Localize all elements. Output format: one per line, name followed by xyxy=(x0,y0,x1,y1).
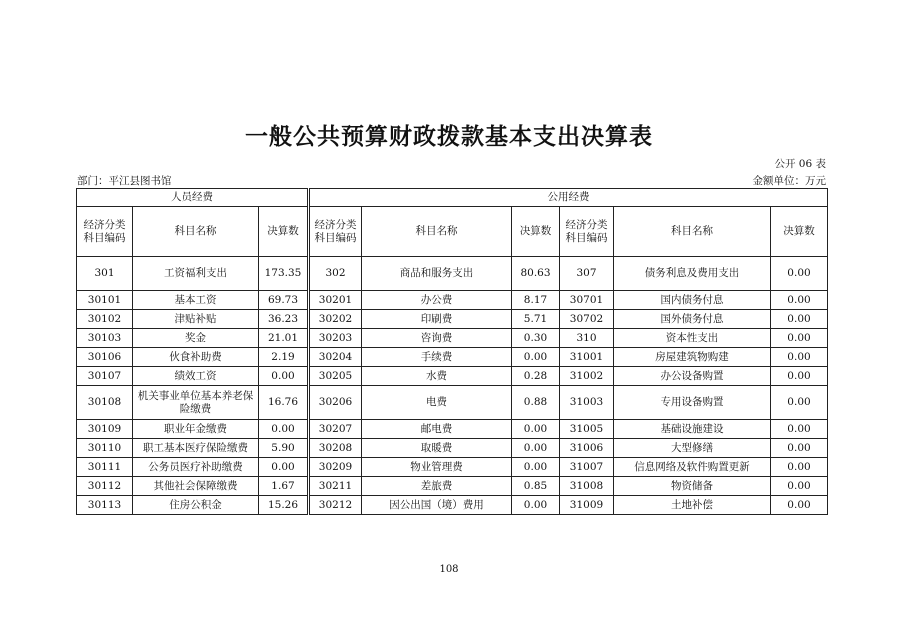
table-cell: 资本性支出 xyxy=(614,329,771,348)
table-cell: 30106 xyxy=(77,348,133,367)
table-cell: 基本工资 xyxy=(133,291,259,310)
table-cell: 公务员医疗补助缴费 xyxy=(133,458,259,477)
table-cell: 31008 xyxy=(560,477,614,496)
table-cell: 0.00 xyxy=(512,458,560,477)
group-header-personnel: 人员经费 xyxy=(77,189,309,207)
table-cell: 2.19 xyxy=(259,348,309,367)
table-cell: 0.00 xyxy=(512,348,560,367)
table-cell: 0.00 xyxy=(771,329,828,348)
table-cell: 0.00 xyxy=(771,367,828,386)
page-title: 一般公共预算财政拨款基本支出决算表 xyxy=(245,124,653,150)
table-row xyxy=(77,496,828,515)
column-header-name: 科目名称 xyxy=(362,207,512,257)
table-cell: 手续费 xyxy=(362,348,512,367)
table-cell: 办公设备购置 xyxy=(614,367,771,386)
table-cell: 津贴补贴 xyxy=(133,310,259,329)
table-cell: 0.00 xyxy=(512,420,560,439)
table-cell: 310 xyxy=(560,329,614,348)
table-cell: 30113 xyxy=(77,496,133,515)
table-cell: 30109 xyxy=(77,420,133,439)
table-cell: 21.01 xyxy=(259,329,309,348)
table-cell: 30202 xyxy=(309,310,362,329)
table-cell: 职业年金缴费 xyxy=(133,420,259,439)
unit-label: 金额单位：万元 xyxy=(752,175,826,187)
column-header-amount: 决算数 xyxy=(771,207,828,257)
table-cell: 173.35 xyxy=(259,257,309,291)
table-cell: 30702 xyxy=(560,310,614,329)
column-header-name: 科目名称 xyxy=(133,207,259,257)
table-cell: 36.23 xyxy=(259,310,309,329)
table-cell: 基础设施建设 xyxy=(614,420,771,439)
table-cell: 0.00 xyxy=(771,310,828,329)
table-cell: 住房公积金 xyxy=(133,496,259,515)
table-cell: 31007 xyxy=(560,458,614,477)
table-cell: 0.00 xyxy=(771,458,828,477)
table-cell: 商品和服务支出 xyxy=(362,257,512,291)
table-cell: 5.90 xyxy=(259,439,309,458)
table-cell: 30108 xyxy=(77,386,133,420)
table-cell: 16.76 xyxy=(259,386,309,420)
table-cell: 大型修缮 xyxy=(614,439,771,458)
table-cell: 31002 xyxy=(560,367,614,386)
table-cell: 30212 xyxy=(309,496,362,515)
table-cell: 31006 xyxy=(560,439,614,458)
table-cell: 0.00 xyxy=(259,458,309,477)
table-cell: 物业管理费 xyxy=(362,458,512,477)
table-cell: 土地补偿 xyxy=(614,496,771,515)
table-cell: 0.00 xyxy=(771,496,828,515)
table-cell: 绩效工资 xyxy=(133,367,259,386)
table-row xyxy=(77,310,828,329)
table-cell: 工资福利支出 xyxy=(133,257,259,291)
table-cell: 30107 xyxy=(77,367,133,386)
column-header-code: 经济分类科目编码 xyxy=(77,207,133,257)
table-cell: 0.00 xyxy=(771,386,828,420)
column-header-row xyxy=(77,207,828,257)
table-cell: 物资储备 xyxy=(614,477,771,496)
table-cell: 国内债务付息 xyxy=(614,291,771,310)
table-cell: 30103 xyxy=(77,329,133,348)
table-cell: 30203 xyxy=(309,329,362,348)
department-label: 部门：平江县图书馆 xyxy=(77,175,172,187)
table-row xyxy=(77,291,828,310)
table-cell: 因公出国（境）费用 xyxy=(362,496,512,515)
column-header-amount: 决算数 xyxy=(512,207,560,257)
table-cell: 30102 xyxy=(77,310,133,329)
form-number: 公开 06 表 xyxy=(774,158,826,170)
table-cell: 0.00 xyxy=(771,257,828,291)
table-cell: 301 xyxy=(77,257,133,291)
table-cell: 31001 xyxy=(560,348,614,367)
table-cell: 31009 xyxy=(560,496,614,515)
table-cell: 5.71 xyxy=(512,310,560,329)
table-cell: 0.00 xyxy=(512,439,560,458)
table-cell: 0.00 xyxy=(512,496,560,515)
table-row xyxy=(77,348,828,367)
table-cell: 30101 xyxy=(77,291,133,310)
table-cell: 0.88 xyxy=(512,386,560,420)
table-cell: 302 xyxy=(309,257,362,291)
table-cell: 印刷费 xyxy=(362,310,512,329)
table-cell: 0.00 xyxy=(771,291,828,310)
table-cell: 31003 xyxy=(560,386,614,420)
table-cell: 0.30 xyxy=(512,329,560,348)
table-cell: 80.63 xyxy=(512,257,560,291)
table-cell: 国外债务付息 xyxy=(614,310,771,329)
table-cell: 专用设备购置 xyxy=(614,386,771,420)
table-cell: 0.85 xyxy=(512,477,560,496)
table-cell: 307 xyxy=(560,257,614,291)
table-cell: 取暖费 xyxy=(362,439,512,458)
table-cell: 债务利息及费用支出 xyxy=(614,257,771,291)
table-cell: 0.00 xyxy=(259,367,309,386)
table-cell: 水费 xyxy=(362,367,512,386)
table-cell: 30208 xyxy=(309,439,362,458)
table-cell: 0.28 xyxy=(512,367,560,386)
table-cell: 8.17 xyxy=(512,291,560,310)
group-header-public: 公用经费 xyxy=(309,189,828,207)
table-cell: 30207 xyxy=(309,420,362,439)
table-row xyxy=(77,458,828,477)
expenditure-table xyxy=(76,188,828,515)
table-cell: 邮电费 xyxy=(362,420,512,439)
table-row xyxy=(77,420,828,439)
table-cell: 30205 xyxy=(309,367,362,386)
page-number: 108 xyxy=(439,564,459,575)
table-cell: 信息网络及软件购置更新 xyxy=(614,458,771,477)
column-header-code: 经济分类科目编码 xyxy=(560,207,614,257)
table-cell: 0.00 xyxy=(259,420,309,439)
table-cell: 30209 xyxy=(309,458,362,477)
table-cell: 30204 xyxy=(309,348,362,367)
table-cell: 咨询费 xyxy=(362,329,512,348)
table-cell: 30111 xyxy=(77,458,133,477)
table-cell: 机关事业单位基本养老保险缴费 xyxy=(133,386,259,420)
table-row xyxy=(77,477,828,496)
table-cell: 差旅费 xyxy=(362,477,512,496)
table-cell: 0.00 xyxy=(771,420,828,439)
table-cell: 1.67 xyxy=(259,477,309,496)
column-header-amount: 决算数 xyxy=(259,207,309,257)
table-cell: 0.00 xyxy=(771,348,828,367)
table-cell: 伙食补助费 xyxy=(133,348,259,367)
table-cell: 15.26 xyxy=(259,496,309,515)
table-cell: 办公费 xyxy=(362,291,512,310)
column-header-name: 科目名称 xyxy=(614,207,771,257)
table-row xyxy=(77,367,828,386)
table-cell: 30201 xyxy=(309,291,362,310)
table-row xyxy=(77,439,828,458)
column-header-code: 经济分类科目编码 xyxy=(309,207,362,257)
table-cell: 奖金 xyxy=(133,329,259,348)
table-cell: 30701 xyxy=(560,291,614,310)
table-row xyxy=(77,329,828,348)
table-cell: 其他社会保障缴费 xyxy=(133,477,259,496)
table-cell: 30211 xyxy=(309,477,362,496)
table-cell: 69.73 xyxy=(259,291,309,310)
table-cell: 31005 xyxy=(560,420,614,439)
table-cell: 电费 xyxy=(362,386,512,420)
table-cell: 30206 xyxy=(309,386,362,420)
table-row xyxy=(77,386,828,420)
table-cell: 0.00 xyxy=(771,439,828,458)
table-cell: 30112 xyxy=(77,477,133,496)
table-cell: 0.00 xyxy=(771,477,828,496)
table-cell: 房屋建筑物购建 xyxy=(614,348,771,367)
table-row xyxy=(77,257,828,291)
table-cell: 30110 xyxy=(77,439,133,458)
table-cell: 职工基本医疗保险缴费 xyxy=(133,439,259,458)
